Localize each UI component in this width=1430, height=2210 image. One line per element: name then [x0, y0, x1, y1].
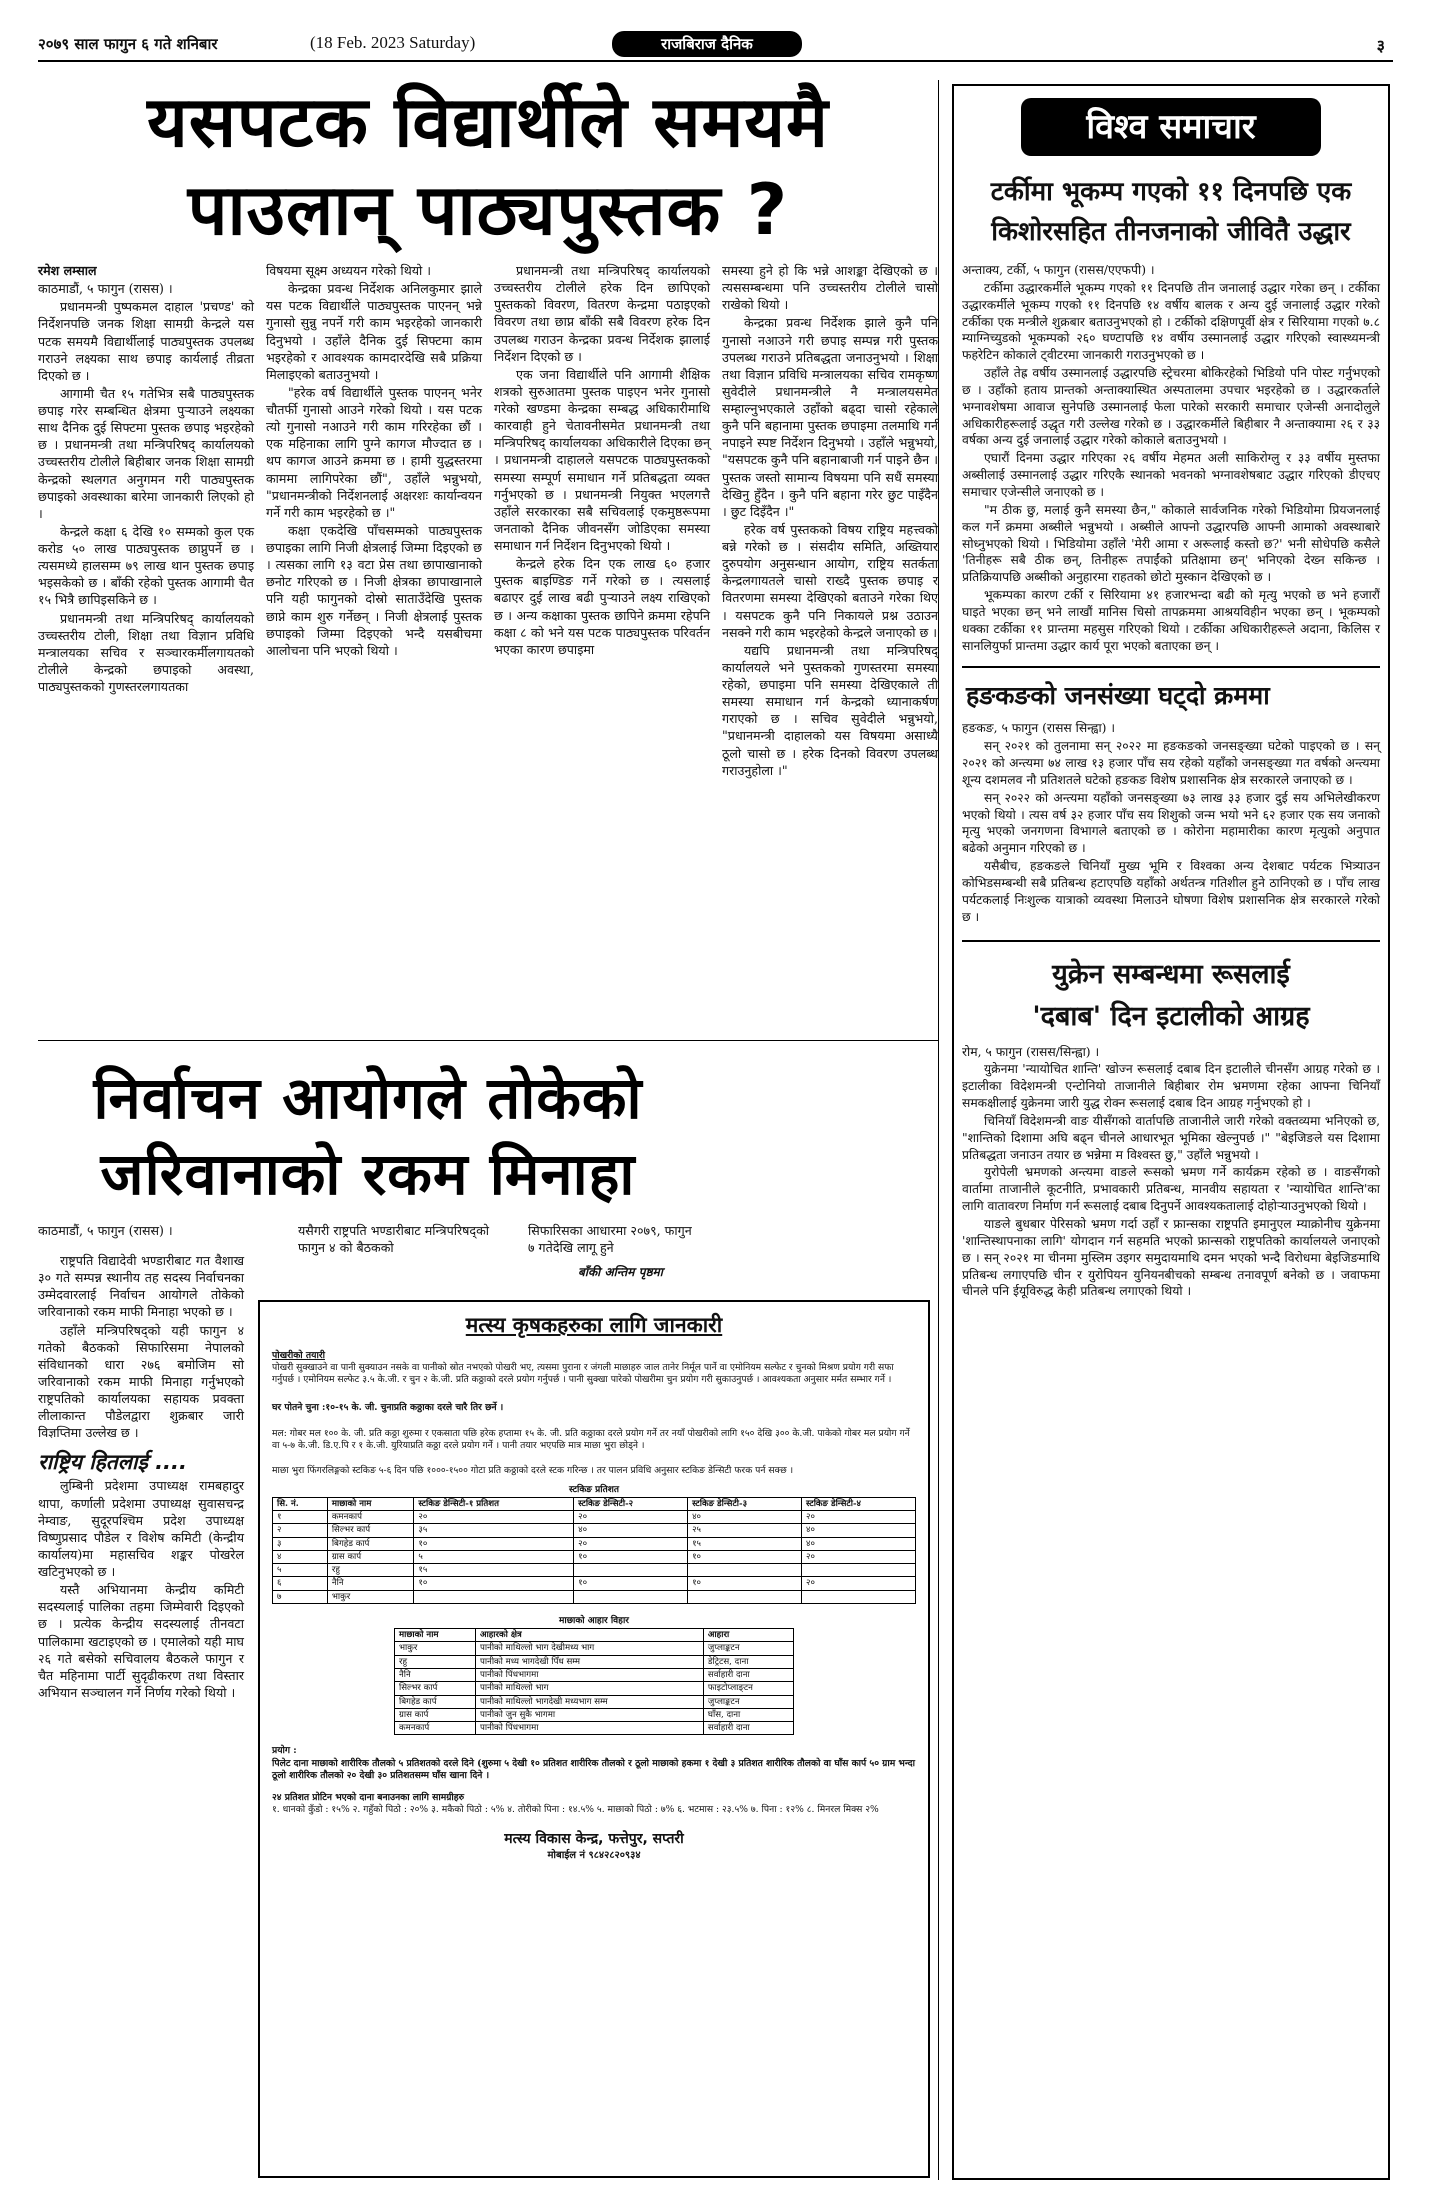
second-headline [38, 1060, 698, 1212]
main-story-col4 [722, 262, 938, 1022]
table-cell: नैनि [395, 1668, 476, 1681]
stocking-table-body [273, 1510, 916, 1603]
table-cell: ४० [688, 1510, 802, 1523]
paragraph: उहाँले मन्त्रिपरिषद्को यही फागुन ४ गतेको बैठकको सिफारिसमा नेपालको संविधानको धारा २७६ बमोजिम सो जरिवानाको रकम माफी मिनाहा गर्नुभएको राष्ट्रपतिको कार्यालयका सहायक प्रवक्ता लीलाकान्त पौडेलद्वारा शुक्रबार जारी विज्ञप्तिमा उल्लेख छ । [38, 1322, 244, 1441]
paragraph: यस्तै अभियानमा केन्द्रीय कमिटी सदस्यलाई पालिका तहमा जिम्मेवारी दिइएको छ । प्रत्येक केन्द्रीय सदस्यलाई तीनवटा पालिकामा खटाइएको छ । एमालेको यही माघ २६ गते बसेको सचिवालय बैठकले फागुन र चैत महिनामा पार्टी सुदृढीकरण तथा विस्तार अभियान सञ्चालन गर्ने निर्णय गरेको थियो । [38, 1582, 244, 1700]
table-cell: रहु [327, 1564, 414, 1577]
table-row [395, 1708, 794, 1721]
world-story1-headline: टर्कीमा भूकम्प गएको ११ दिनपछि एक किशोरसहित तीनजनाको जीवितै उद्धार [990, 177, 1352, 247]
table-cell: कमनकार्प [395, 1722, 476, 1735]
brief-title: राष्ट्रिय हितलाई .... [38, 1450, 187, 1475]
table-row [395, 1682, 794, 1695]
table-row [273, 1510, 916, 1523]
paragraph: केन्द्रका प्रवन्ध निर्देशक अनिलकुमार झाले यस पटक विद्यार्थीले पाठ्यपुस्तक पाएनन् भन्ने गुनासो सुन्नु नपर्ने गरी काम भइरहेको जानकारी दिनुभयो । उहाँले दैनिक दुई सिफ्टमा काम भइरहेको र आवश्यक कामदारदेखि सबै प्रक्रिया मिलाइएको बताउनुभयो । [266, 281, 482, 382]
second-story-body [38, 1252, 244, 1441]
second-headline-line1: निर्वाचन आयोगले तोकेको [93, 1064, 643, 1132]
feed-heading: प्रयोग : [272, 1745, 297, 1757]
table-cell: फाइटोप्लाङ्टन [703, 1682, 793, 1695]
divider [938, 80, 939, 2180]
table-row [273, 1564, 916, 1577]
table-cell: २ [273, 1524, 328, 1537]
table-cell [414, 1590, 574, 1603]
table-header-cell: माछाको नाम [395, 1628, 476, 1641]
table-cell: १ [273, 1510, 328, 1523]
paragraph: केन्द्रले कक्षा ६ देखि १० सम्मको कुल एक करोड ५० लाख पाठ्यपुस्तक छाप्नुपर्ने छ । त्यसमध्ये हालसम्म ७९ लाख थान पुस्तक छपाइ भइसकेको छ । बाँकी रहेको पुस्तक आगामी चैत १५ भित्रै छापिइसकिने छ । [38, 523, 254, 608]
table-cell: सिल्भर कार्प [327, 1524, 414, 1537]
main-story-col3 [494, 262, 710, 1022]
table-header-cell: स्टकिङ डेन्सिटी-२ [574, 1497, 688, 1510]
world-news-banner [1021, 98, 1321, 156]
protein-heading: २४ प्रतिशत प्रोटिन भएको दाना बनाउनका लागि सामग्रीहरु [272, 1791, 465, 1803]
table-cell [574, 1590, 688, 1603]
main-story-col1 [38, 262, 254, 1022]
table-header-cell: स्टकिङ डेन्सिटी-४ [802, 1497, 916, 1510]
paragraph: अन्ताक्य, टर्की, ५ फागुन (रासस/एएफपी) । [962, 263, 1155, 277]
table-cell: २० [802, 1577, 916, 1590]
table-row [273, 1537, 916, 1550]
stocking-table [272, 1497, 916, 1605]
paragraph: हरेक वर्ष पुस्तकको विषय राष्ट्रिय महत्त्वको बन्ने गरेको छ । संसदीय समिति, अख्तियार दुरुपयोग अनुसन्धान आयोग, राष्ट्रिय सतर्कता केन्द्रलगायतले चासो राख्दै पुस्तक छपाइ र वितरणमा समस्या देखिएको बताउने गरेका थिए । यसपटक कुनै पनि निकायले प्रश्न उठाउन नसक्ने गरी काम भइरहेको केन्द्रले जनाएको छ । [722, 521, 938, 640]
paragraph: केन्द्रले हरेक दिन एक लाख ६० हजार पुस्तक बाइण्डिङ गर्ने गरेको छ । त्यसलाई बढाएर दुई लाख बढी पुर्‍याउने लक्ष्य राखिएको छ । अन्य कक्षाका पुस्तक छापिने क्रममा रहेपनि कक्षा ८ को भने यस पटक पाठ्यपुस्तक परिवर्तन भएका कारण छपाइमा [494, 556, 710, 657]
table-cell: ४० [574, 1524, 688, 1537]
feeding-table-body [395, 1642, 794, 1735]
table-cell: ६ [273, 1577, 328, 1590]
table-row [273, 1577, 916, 1590]
paragraph: कक्षा एकदेखि पाँचसम्मको पाठ्यपुस्तक छपाइका लागि निजी क्षेत्रलाई जिम्मा दिइएको छ । त्यसका लागि १३ वटा प्रेस तथा छापाखानाको छनोट गरिएको छ । निजी क्षेत्रका छापाखानाले पनि यही फागुनको दोस्रो साताउँदेखि पुस्तक छाप्ने काम शुरु गर्नेछन् । निजी क्षेत्रलाई पुस्तक छपाइको जिम्मा दिइएको भन्दै यसबीचमा आलोचना पनि भएको थियो । [266, 522, 482, 658]
header-date-nepali: २०७९ साल फागुन ६ गते शनिबार [38, 35, 218, 53]
pond-text: पोखरी सुक्खाउने वा पानी सुक्याउन नसके वा पानीको स्रोत नभएको पोखरी भए, त्यसमा पुराना र जंगली माछाहरु जाल तानेर निर्मूल पार्ने वा एमोनियम सल्फेट र चुनको मिश्रण प्रयोग गरी सफा गर्नुपर्छ । एमोनियम सल्फेट ३.५ के.जी. र चुन २ के.जी. प्रति कठ्ठाको दरले प्रयोग गर्नुपर्छ । पानी सुक्खा पारेको पोखरीमा चुन प्रयोग गरी सुकाउनुपर्छ । आवश्यकता अनुसार मर्मत सम्भार गर्ने । [272, 1361, 894, 1385]
paragraph: प्रधानमन्त्री तथा मन्त्रिपरिषद् कार्यालयको उच्चस्तरीय टोली, शिक्षा तथा विज्ञान प्रविधि मन्त्रालयका सचिव र सञ्चारकर्मीलगायतको टोलीले केन्द्रको छपाइको अवस्था, पाठ्यपुस्तकको गुणस्तरलगायतका [38, 610, 254, 694]
table-cell: डेट्रिटस, दाना [703, 1655, 793, 1668]
world-news-sidebar [952, 84, 1390, 2180]
pond-heading: पोखरीको तयारी [272, 1349, 325, 1361]
table-cell: कमनकार्प [327, 1510, 414, 1523]
table-header-cell: आहारको क्षेत्र [475, 1628, 703, 1641]
table-row [395, 1655, 794, 1668]
main-headline-line2: पाउलान् पाठ्यपुस्तक ? [187, 169, 789, 251]
feeding-caption: माछाको आहार विहार [559, 1616, 629, 1627]
paragraph: युक्रेनमा 'न्यायोचित शान्ति' खोज्न रूसलाई दबाब दिन इटालीले चीनसँग आग्रह गरेको छ । इटालीका विदेशमन्त्री एन्टोनियो ताजानीले बिहीबार रोम भ्रमणमा रहेका आफ्ना चिनियाँ समकक्षीलाई युक्रेनमा जारी युद्ध रोक्न रूसलाई दबाब दिन आग्रह गर्नुभएको हो । [962, 1062, 1380, 1111]
table-cell: पानीको पिंधभागमा [475, 1722, 703, 1735]
continued-notice: बाँकी अन्तिम पृष्ठमा [578, 1265, 663, 1279]
table-cell: बिगहेड कार्प [327, 1537, 414, 1550]
table-cell: पानीको माथिल्लो भाग [475, 1682, 703, 1695]
table-header-cell: सि. नं. [273, 1497, 328, 1510]
table-cell: पानीको माथिल्लो भाग देखीमध्य भाग [475, 1642, 703, 1655]
table-cell: २० [414, 1510, 574, 1523]
divider [962, 940, 1380, 942]
paragraph: एघारौं दिनमा उद्धार गरिएका २६ वर्षीय मेहमत अली साकिरोग्लु र ३३ वर्षीय मुस्तफा अब्सीलाई उस्मानलाई उद्धार गरिएकै स्थानको भवनको भग्नावशेषबाट उद्धार गरिएको डीएचए समाचार एजेन्सीले जनाएको छ । [962, 451, 1380, 499]
table-cell: ५ [414, 1550, 574, 1563]
second-story-col2-top: यसैगरी राष्ट्रपति भण्डारीबाट मन्त्रिपरिषद्को फागुन ४ को बैठकको [298, 1223, 490, 1256]
table-cell: १० [414, 1577, 574, 1590]
table-cell: ७ [273, 1590, 328, 1603]
table-cell: १० [574, 1577, 688, 1590]
table-cell [688, 1564, 802, 1577]
world-story3-body [962, 1044, 1380, 1301]
main-headline [38, 78, 938, 254]
table-cell: २० [802, 1510, 916, 1523]
table-cell: ३५ [414, 1524, 574, 1537]
divider [38, 1040, 938, 1041]
table-cell: नैनि [327, 1577, 414, 1590]
table-cell: २० [574, 1510, 688, 1523]
feed-text: पिलेट दाना माछाको शारीरिक तौलको ५ प्रतिशतको दरले दिने (शुरुमा ५ देखी १० प्रतिशत शारीरिक तौलको र ठूलो माछाको हकमा १ देखी ३ प्रतिशत शारीरिक तौलको वा घाँस कार्प ५० ग्राम भन्दा ठूलो शारीरिक तौलको २० देखी ३० प्रतिशतसम्म घाँस खाना दिने । [272, 1757, 915, 1781]
table-cell: बिगहेड कार्प [395, 1695, 476, 1708]
paragraph: समस्या हुने हो कि भन्ने आशङ्का देखिएको छ । त्यससम्बन्धमा पनि उच्चस्तरीय टोलीले चासो राखेको थियो । [722, 263, 938, 313]
fish-notice-title: मत्स्य कृषकहरुका लागि जानकारी [465, 1313, 723, 1337]
masthead-title: राजबिराज दैनिक [661, 35, 753, 53]
divider [962, 666, 1380, 668]
table-row [273, 1550, 916, 1563]
table-header-cell: स्टकिङ डेन्सिटी-३ [688, 1497, 802, 1510]
paragraph: यसैबीच, हङकङले चिनियाँ मुख्य भूमि र विश्वका अन्य देशबाट पर्यटक भित्र्याउन कोभिडसम्बन्धी सबै प्रतिबन्ध हटाएपछि यहाँको अर्थतन्त्र गतिशील हुने ठानिएको छ । पाँच लाख पर्यटकलाई निःशुल्क यात्राको व्यवस्था मिलाउने घोषणा विशेष प्रशासनिक क्षेत्र सरकारले गरेको छ । [962, 859, 1380, 924]
table-cell: ५ [273, 1564, 328, 1577]
table-cell: पानीको जुन सुकै भागमा [475, 1708, 703, 1721]
world-story2-headline: हङकङको जनसंख्या घट्दो क्रममा [966, 681, 1270, 711]
world-story3-headline-line2: 'दबाब' दिन इटालीको आग्रह [1032, 1000, 1310, 1032]
paragraph: सन् २०२१ को तुलनामा सन् २०२२ मा हङकङको जनसङ्ख्या घटेको पाइएको छ । सन् २०२१ को अन्त्यमा ७४ लाख १३ हजार पाँच सय रहेको यहाँको जनसङ्ख्या गत वर्षको अन्त्यमा शून्य दशमलव नौ प्रतिशतले घटेको हङकङ विशेष प्रशासनिक क्षेत्र सरकारले जनाएको छ । [962, 739, 1380, 787]
paragraph: प्रधानमन्त्री तथा मन्त्रिपरिषद् कार्यालयको उच्चस्तरीय टोलीले हरेक दिन छापिएको पुस्तकको विवरण, वितरण केन्द्रमा पठाइएको विवरण तथा छाप्न बाँकी सबै विवरण हरेक दिन उपलब्ध गराउन केन्द्रका प्रवन्ध निर्देशक झालाई निर्देशन दिएको छ । [494, 263, 710, 364]
table-cell [802, 1564, 916, 1577]
feeding-table [394, 1628, 794, 1736]
table-cell [688, 1590, 802, 1603]
table-cell [802, 1590, 916, 1603]
page-header [38, 30, 1393, 62]
world-story3-headline [962, 954, 1380, 1038]
table-cell: घाँस, दाना [703, 1708, 793, 1721]
paragraph: टर्कीमा उद्धारकर्मीले भूकम्प गएको ११ दिनपछि तीन जनालाई उद्धार गरेका छन् । टर्कीका उद्धारकर्मीले भूकम्प गएको ११ दिनपछि १४ वर्षीय बालक र अन्य दुई जनालाई उद्धार गरेको टर्कीका एक मन्त्रीले शुक्रबार बताउनुभएको हो । टर्कीको दक्षिणपूर्वी क्षेत्र र सिरियामा गएको ७.८ म्याग्निच्युडको भूकम्पको २६० घण्टापछि १४ वर्षीय उस्मानलाई उद्धार गरिएको स्वास्थ्यमन्त्री फहरेटिन कोकाले ट्वीटरमा जानकारी गराउनुभएको छ । [962, 280, 1380, 363]
table-cell: जुप्लाङ्कटन [703, 1695, 793, 1708]
table-cell: ४० [802, 1537, 916, 1550]
table-cell: सर्वाहारी दाना [703, 1722, 793, 1735]
protein-text: १. धानको कुँडो : १५% २. गहुँको पिठो : २०% ३. मकैको पिठो : ५% ४. तोरीको पिना : १४.५% ५. माछाको पिठो : ७% ६. भटमास : २३.५% ७. पिना : १२% ८. मिनरल मिक्स २% [272, 1804, 879, 1816]
table-cell: २० [574, 1537, 688, 1550]
table-cell: भाकुर [395, 1642, 476, 1655]
paragraph: रमेश लम्साल [38, 263, 97, 278]
paragraph: "म ठीक छु, मलाई कुनै समस्या छैन," कोकाले सार्वजनिक गरेको भिडियोमा प्रियजनलाई कल गर्ने क्रममा अब्सीले भन्नुभयो । अब्सीले आफ्नो उद्धारपछि आफ्नी आमाको अवस्थाबारे सोध्नुभएको थियो । भिडियोमा उहाँले 'मेरी आमा र अरूलाई कस्तो छ?' भनी सोधेपछि कसैले 'तिनीहरू सबै ठीक छन्, तिनीहरू तपाईंको प्रतिक्षामा छन्' भनिएको देख्न सकिन्छ । प्रतिक्रियापछि अब्सीको अनुहारमा राहतको छोटो मुस्कान देखिएको छ । [962, 502, 1380, 585]
masthead-badge [612, 31, 802, 57]
main-headline-line1: यसपटक विद्यार्थीले समयमै [147, 81, 829, 163]
paragraph: राष्ट्रपति विद्यादेवी भण्डारीबाट गत वैशाख ३० गते सम्पन्न स्थानीय तह सदस्य निर्वाचनका उम्मेदवारलाई निर्वाचन आयोगले तोकेको जरिवानाको रकम माफी मिनाहा भएको छ । [38, 1253, 244, 1320]
table-header-cell: स्टकिङ डेन्सिटी-१ प्रतिशत [414, 1497, 574, 1510]
world-news-banner-text: विश्व समाचार [1086, 107, 1256, 147]
table-cell: सर्वाहारी दाना [703, 1668, 793, 1681]
fry-text: माछा भुरा फिंगरलिङ्गको स्टकिङ ५-६ दिन पछि १०००-१५०० गोटा प्रति कठ्ठाको दरले स्टक गरिन्छ । तर पालन प्रविधि अनुसार स्टकिङ डेन्सिटी फरक पर्न सक्छ । [272, 1464, 794, 1476]
table-cell [574, 1564, 688, 1577]
table-cell: १० [574, 1550, 688, 1563]
paragraph: सन् २०२२ को अन्त्यमा यहाँको जनसङ्ख्या ७३ लाख ३३ हजार दुई सय अभिलेखीकरण भएको थियो । त्यस वर्ष ३२ हजार पाँच सय शिशुको जन्म भयो भने ६२ हजार एक सय जनाको मृत्यु भएको जनगणना विभागले बताएको छ । कोरोना महामारीका कारण मृत्युको अनुपात बढेको अनुमान गरिएको छ । [962, 790, 1380, 856]
paragraph: उहाँले तेह्र वर्षीय उस्मानलाई उद्धारपछि स्ट्रेचरमा बोकिरहेको भिडियो पनि पोस्ट गर्नुभएको छ । उहाँको हताय प्रान्तको अन्ताक्यास्थित अस्पतालमा उपचार भइरहेको छ । उद्धारकर्ताले भग्नावशेषमा आवाज सुनेपछि उस्मानलाई फेला पारेको सरकारी समाचार एजेन्सी अनादोलुले अधिकारीहरूलाई उद्धृत गरी उल्लेख गरेको छ । उद्धारकर्मीले बिहीबार नै अन्ताक्यामा २६ र ३३ वर्षका अन्य दुई जनालाई उद्धार गरेको कोकाले बताउनुभयो । [962, 366, 1380, 448]
world-story3-headline-line1: युक्रेन सम्बन्धमा रूसलाई [1052, 958, 1290, 990]
paragraph: "हरेक वर्ष विद्यार्थीले पुस्तक पाएनन् भनेर चौतर्फी गुनासो आउने गरेको थियो । यस पटक त्यो गुनासो नआउने गरी काम गरिरहेका छौं । एक महिनाका लागि पुग्ने कागज मौज्दात छ । थप कागज आउने क्रममा छ । हामी युद्धस्तरमा काममा लागिपरेका छौं", उहाँले भन्नुभयो, "प्रधानमन्त्रीको निर्देशनलाई अक्षरशः कार्यान्वयन गर्ने गरी काम भइरहेको छ ।" [266, 384, 482, 520]
world-story2-body [962, 720, 1380, 925]
table-row [395, 1642, 794, 1655]
table-cell: १५ [688, 1537, 802, 1550]
table-cell: १५ [414, 1564, 574, 1577]
paragraph: केन्द्रका प्रवन्ध निर्देशक झाले कुनै पनि गुनासो नआउने गरी छपाइ सम्पन्न गरी पुस्तक उपलब्ध गराउने प्रतिबद्धता जनाउनुभयो । शिक्षा तथा विज्ञान प्रविधि मन्त्रालयका सचिव रामकृष्ण सुवेदीले प्रधानमन्त्रीले नै मन्त्रालयसमेत सम्हाल्नुभएकाले उहाँको बढ्दा चासो रहेकाले कुनै पनि बहानामा पुस्तक छपाइमा तलमाथि गर्न नपाइने स्पष्ट निर्देशन दिनुभयो । उहाँले भन्नुभयो, "यसपटक कुनै पनि बहानाबाजी गर्न पाइने छैन । पुस्तक जस्तो सामान्य विषयमा पनि सधैं समस्या देखिनु हुँदैन । कुनै पनि बहाना गरेर छुट पाइँदैन । छुट दिइँदैन ।" [722, 315, 938, 519]
table-cell: ३ [273, 1537, 328, 1550]
feeding-table-header [395, 1628, 794, 1641]
table-cell: ग्रास कार्प [395, 1708, 476, 1721]
world-story1-body [962, 262, 1380, 654]
second-story-col3-top: सिफारिसका आधारमा २०७९, फागुन ७ गतेदेखि लागू हुने [528, 1223, 692, 1256]
paragraph: याङले बुधबार पेरिसको भ्रमण गर्दा उहाँ र फ्रान्सका राष्ट्रपति इमानुएल म्याक्रोनीच युक्रेनमा 'शान्तिस्थापनाका लागि' योगदान गर्न सहमति भएको फ्रान्सको राष्ट्रपतिको कार्यालयले जनाएको छ । सन् २०२१ मा चीनमा मुस्लिम उइगर समुदायमाथि दमन भएको भन्दै विरोधमा बेइजिङमाथि प्रतिबन्ध लगाएपछि चीन र युरोपियन युनियनबीचको सम्बन्ध तनावपूर्ण बनेको छ । जवाफमा चीनले पनि ईयूविरुद्ध केही प्रतिबन्ध लगाएको थियो । [962, 1216, 1380, 1299]
table-cell: १० [688, 1550, 802, 1563]
table-cell: २० [802, 1550, 916, 1563]
paragraph: प्रधानमन्त्री पुष्पकमल दाहाल 'प्रचण्ड' को निर्देशनपछि जनक शिक्षा सामग्री केन्द्रले यस पटक समयमै विद्यार्थीलाई पाठ्यपुस्तक उपलब्ध गराउने लक्ष्यका साथ छपाइ कार्यलाई तीव्रता दिएको छ । [38, 299, 254, 383]
paragraph: एक जना विद्यार्थीले पनि आगामी शैक्षिक शत्रको सुरुआतमा पुस्तक पाइएन भनेर गुनासो गरेको खण्डमा केन्द्रका सम्बद्ध अधिकारीमाथि कारवाही हुने चेतावनीसमेत प्रधानमन्त्री तथा मन्त्रिपरिषद् कार्यालयका अधिकारीले दिएका छन् । प्रधानमन्त्री दाहालले यसपटक पाठ्यपुस्तकको समस्या सम्पूर्ण समाधान गर्ने प्रतिबद्धता व्यक्त गर्नुभएको छ । प्रधानमन्त्री नियुक्त भएलगत्तै उहाँले सरकारका सबै सचिवलाई एकमुष्ठरूपमा जनताको दैनिक जीवनसँग जोडिएका समस्या समाधान गर्न निर्देशन दिनुभएको थियो । [494, 366, 710, 553]
paragraph: काठमाडौं, ५ फागुन (रासस) । [38, 281, 173, 297]
table-row [395, 1668, 794, 1681]
paragraph: भूकम्पका कारण टर्की र सिरियामा ४१ हजारभन्दा बढी को मृत्यु भएको छ भने हजारौं घाइते भएका छन् भने लाखौं मानिस चिसो तापक्रममा आश्रयविहीन भएका छन् । भूकम्पको धक्का टर्कीका ११ प्रान्तमा महसुस गरिएको थियो । टर्कीका अधिकारीहरूले अदाना, किलिस र सानलियुर्फा प्रान्तमा उद्धार कार्य पूरा भएको बताएका छन् । [962, 588, 1380, 653]
table-cell: रहु [395, 1655, 476, 1668]
table-header-cell: आहारा [703, 1628, 793, 1641]
table-cell: जुप्लाङ्कटन [703, 1642, 793, 1655]
table-row [395, 1695, 794, 1708]
paragraph: युरोपेली भ्रमणको अन्त्यमा वाङले रूसको भ्रमण गर्ने कार्यक्रम रहेको छ । वाङसँगको वार्तामा ताजानीले कूटनीति, प्रभावकारी प्रतिबन्ध, मानवीय सहायता र 'न्यायोचित शान्ति'का लागि वातावरण निर्माण गर्न रूसलाई दबाब दिनुपर्ने आवश्यकतालाई दोहोर्‍याउनुभएको थियो । [962, 1165, 1380, 1214]
page-number: ३ [1376, 36, 1385, 55]
left-narrow-column [38, 1240, 244, 2170]
table-cell: २५ [688, 1524, 802, 1537]
table-cell: ४ [273, 1550, 328, 1563]
table-cell: पानीको पिंधभागमा [475, 1668, 703, 1681]
table-cell: ग्रास कार्प [327, 1550, 414, 1563]
paragraph: यद्यपि प्रधानमन्त्री तथा मन्त्रिपरिषद् कार्यालयले भने पुस्तकको गुणस्तरमा समस्या रहेको, छपाइमा पनि समस्या देखिएकाले ती समस्या समाधान गर्न केन्द्रको ध्यानाकर्षण गराएको छ । सचिव सुवेदीले भन्नुभयो, "प्रधानमन्त्री दाहालको यस विषयमा असाध्यै ठूलो चासो छ । हरेक दिनको विवरण उपलब्ध गराउनुहोला ।" [722, 642, 938, 778]
table-cell: सिल्भर कार्प [395, 1682, 476, 1695]
second-headline-line2: जरिवानाको रकम मिनाहा [100, 1140, 636, 1208]
header-date-english: (18 Feb. 2023 Saturday) [310, 33, 476, 52]
table-cell: ४० [802, 1524, 916, 1537]
table-cell: भाकुर [327, 1590, 414, 1603]
stocking-caption: स्टकिङ प्रतिशत [569, 1484, 619, 1495]
table-cell: १० [414, 1537, 574, 1550]
paragraph: लुम्बिनी प्रदेशमा उपाध्यक्ष रामबहादुर थापा, कर्णाली प्रदेशमा उपाध्यक्ष सुवासचन्द्र नेम्वाङ, सुदूरपश्चिम प्रदेश उपाध्यक्ष विष्णुप्रसाद पौडेल र विशेष कमिटी (केन्द्रीय कार्यालय)मा महासचिव शङ्कर पोखरेल खटिनुभएको छ । [38, 1478, 244, 1579]
table-header-cell: माछाको नाम [327, 1497, 414, 1510]
table-row [395, 1722, 794, 1735]
paragraph: आगामी चैत १५ गतेभित्र सबै पाठ्यपुस्तक छपाइ गरेर सम्बन्धित क्षेत्रमा पुर्‍याउने लक्ष्यका साथ दैनिक दुई सिफ्टमा पुस्तक छपाइ भइरहेको छ । प्रधानमन्त्री तथा मन्त्रिपरिषद् कार्यालयको उच्चस्तरीय टोलीले बिहीबार जनक शिक्षा सामग्री केन्द्रको स्थलगत अनुगमन गरी पाठ्यपुस्तक छपाइको अवस्थाका बारेमा जानकारी लिएको हो । [38, 385, 254, 521]
table-cell: पानीको माथिल्लो भागदेखी मध्यभाग सम्म [475, 1695, 703, 1708]
brief-body [38, 1477, 244, 1701]
main-story-columns [38, 262, 938, 1022]
fish-notice-box [258, 1300, 930, 2178]
manure-text: मल: गोबर मल १०० के. जी. प्रति कठ्ठा शुरुमा र एकसाता पछि हरेक हप्तामा १५ के. जी. प्रति कठ्ठाका दरले प्रयोग गर्ने तर नयाँ पोखरीको लागि १५० देखि ३०० के.जी. पाकेको गोबर मल प्रयोग गर्ने वा ५-७ के.जी. डि.ए.पि र १ के.जी. युरियाप्रति कठ्ठा दरले प्रयोग गर्ने । पानी तयार भएपछि मात्र माछा भुरा छोड्ने । [272, 1428, 910, 1452]
paragraph: चिनियाँ विदेशमन्त्री वाङ यीसँगको वार्तापछि ताजानीले जारी गरेको वक्तव्यमा भनिएको छ, "शान्तिको दिशामा अघि बढ्न चीनले आधारभूत भूमिका खेल्नुपर्छ ।" "बेइजिङले यस दिशामा प्रतिबद्धता जनाउन तयार छ भन्नेमा म विश्वस्त छु," उहाँले भन्नुभयो । [962, 1113, 1380, 1162]
fish-notice-footer: मत्स्य विकास केन्द्र, फत्तेपुर, सप्तरी [504, 1831, 684, 1848]
stocking-table-header [273, 1497, 916, 1510]
main-story-col2 [266, 262, 482, 1022]
second-story-dateline: काठमाडौं, ५ फागुन (रासस) । [38, 1223, 173, 1238]
fish-notice-mobile: मोबाईल नं ९८४२८२०९३४ [547, 1849, 641, 1861]
paragraph: हङकङ, ५ फागुन (रासस सिन्ह्वा) । [962, 721, 1116, 736]
table-cell: पानीको मध्य भागदेखी पिँध सम्म [475, 1655, 703, 1668]
paragraph: रोम, ५ फागुन (रासस/सिन्ह्वा) । [962, 1044, 1100, 1059]
table-row [273, 1524, 916, 1537]
table-row [273, 1590, 916, 1603]
table-cell: १० [688, 1577, 802, 1590]
paragraph: विषयमा सूक्ष्म अध्ययन गरेको थियो । [266, 263, 432, 278]
lime-text: घर पोतने चुना :१०-१५ के. जी. चुनाप्रति कठ्ठाका दरले चारै तिर छर्ने । [272, 1402, 504, 1414]
